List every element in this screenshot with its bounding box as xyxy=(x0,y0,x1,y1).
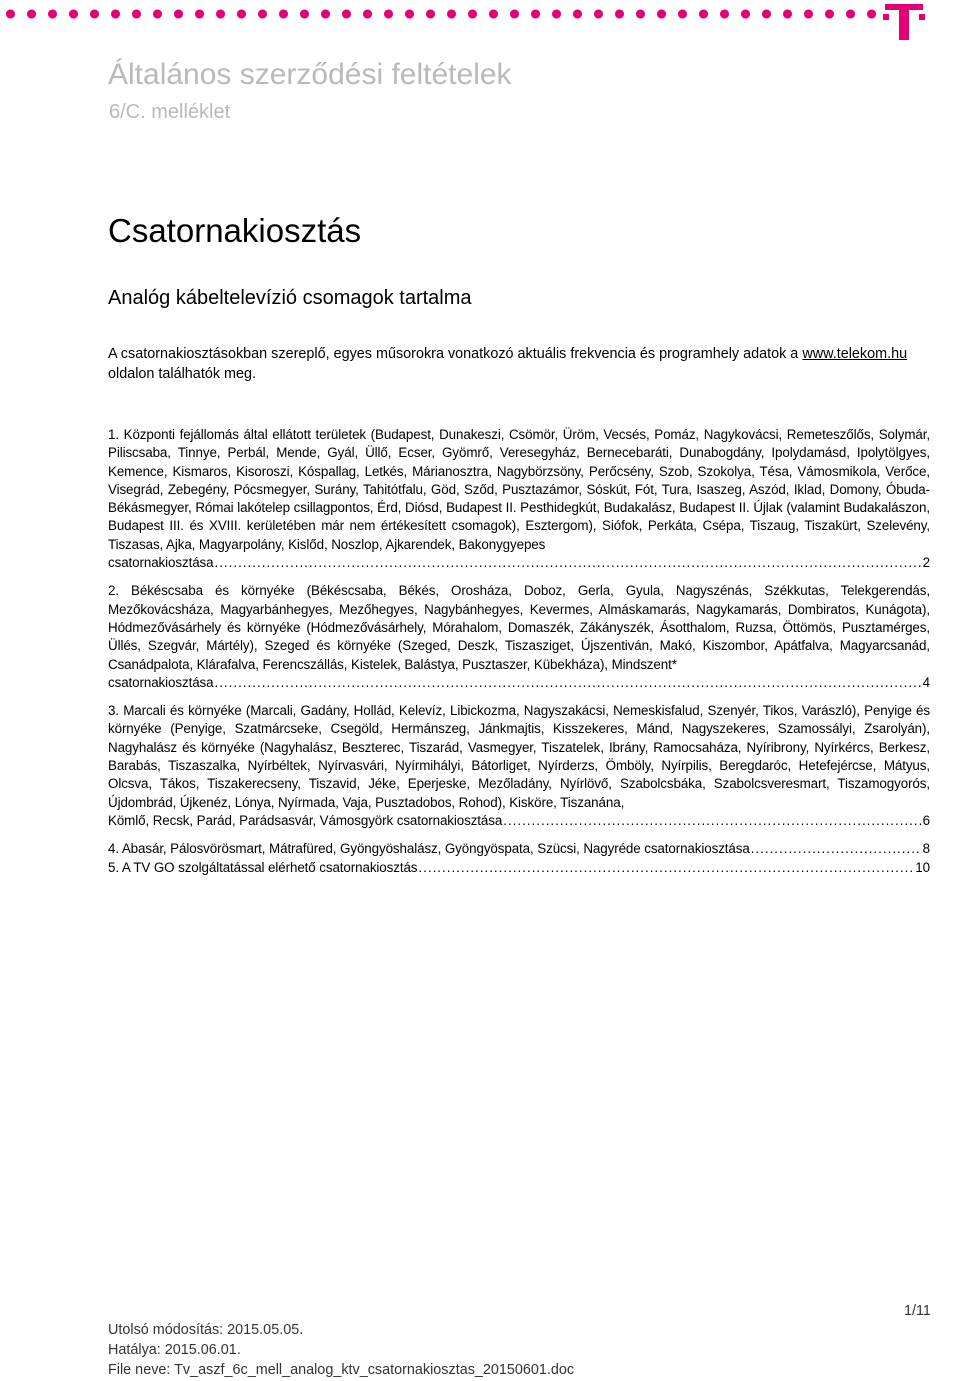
intro-text: A csatornakiosztásokban szereplő, egyes műsorokra vonatkozó aktuális frekvencia és programhely adatok a xyxy=(108,346,803,362)
toc-entry-text: 3. Marcali és környéke (Marcali, Gadány, Hollád, Kelevíz, Libickozma, Nagyszakácsi, Nemeskisfalud, Szenyér, Tikos, Varászló), Penyige és környéke (Penyige, Szatmárcseke, Csegöld, Hermánszeg, Jánkmajtis, Kisszekeres, Mánd, Nagyszekeres, Szamossályi, Zsarolyán), Nagyhalász és környéke (Nagyhalász, Beszterec, Tiszarád, Vasmegyer, Tiszatelek, Ibrány, Ramocsaháza, Nyíribrony, Nyírkércs, Berkesz, Barabás, Tiszaszalka, Nyírbéltek, Nyírvasvári, Nyírmihályi, Bátorliget, Nyírderzs, Ömböly, Nyírpilis, Beregdaróc, Hetefejércse, Mátyus, Olcsva, Tákos, Tiszakerecseny, Tiszavid, Jéke, Eperjeske, Mezőladány, Nyírlövő, Szabolcsbáka, Szabolcsveresmart, Tiszamogyorós, Újdombrád, Újkenéz, Lónya, Nyírmada, Vaja, Pusztadobos, Rohod), Kisköre, Tiszanána, xyxy=(108,703,930,810)
toc-entry[interactable] xyxy=(108,582,930,692)
intro-paragraph xyxy=(108,345,908,384)
toc-entry-last-line: 4. Abasár, Pálosvörösmart, Mátrafüred, Gyöngyöshalász, Gyöngyöspata, Szücsi, Nagyréde csatornakiosztása xyxy=(108,841,750,857)
toc-page-number: 6 xyxy=(922,812,930,828)
toc-entry-last-line: csatornakiosztása xyxy=(108,674,214,690)
toc-entry-last-line: 5. A TV GO szolgáltatással elérhető csatornakiosztás xyxy=(108,859,418,875)
toc-page-number: 4 xyxy=(922,674,930,690)
page-number: 1/11 xyxy=(904,1303,931,1319)
toc-leader-dots xyxy=(214,674,921,692)
toc-entry[interactable] xyxy=(108,426,930,572)
toc-page-number: 10 xyxy=(915,859,930,875)
effective-date: Hatálya: 2015.06.01. xyxy=(108,1342,241,1358)
section-heading: Analóg kábeltelevízió csomagok tartalma xyxy=(108,287,472,309)
file-name: File neve: Tv_aszf_6c_mell_analog_ktv_csatornakiosztas_20150601.doc xyxy=(108,1362,575,1378)
toc-entry-text: 2. Békéscsaba és környéke (Békéscsaba, Békés, Orosháza, Doboz, Gerla, Gyula, Nagyszénás, Székkutas, Telekgerendás, Mezőkovácsháza, Magyarbánhegyes, Mezőhegyes, Nagybánhegyes, Kevermes, Almáskamarás, Nagykamarás, Dombiratos, Kunágota), Hódmezővásárhely és környéke (Hódmezővásárhely, Mórahalom, Domaszék, Zákányszék, Ásotthalom, Ruzsa, Öttömös, Pusztamérges, Üllés, Szegvár, Mártély), Szeged és környéke (Szeged, Deszk, Tiszasziget, Újszentiván, Makó, Kiszombor, Apátfalva, Magyarcsanád, Csanádpalota, Klárafalva, Ferencszállás, Kistelek, Balástya, Pusztaszer, Kübekháza), Mindszent* xyxy=(108,583,930,672)
table-of-contents xyxy=(108,426,930,877)
toc-entry[interactable] xyxy=(108,702,930,830)
toc-leader-dots xyxy=(503,812,921,830)
toc-leader-dots xyxy=(418,859,914,877)
toc-page-number: 8 xyxy=(922,841,930,857)
toc-leader-dots xyxy=(751,840,922,858)
intro-text-end: oldalon találhatók meg. xyxy=(108,365,257,382)
magenta-dot-row xyxy=(0,8,880,20)
last-modified: Utolsó módosítás: 2015.05.05. xyxy=(108,1322,304,1338)
footer xyxy=(108,1320,574,1380)
telekom-t-logo-icon xyxy=(882,0,926,42)
toc-page-number: 2 xyxy=(922,555,930,571)
toc-entry-last-line: csatornakiosztása xyxy=(108,555,214,571)
toc-entry-last-line: Kömlő, Recsk, Parád, Parádsasvár, Vámosgyörk csatornakiosztása xyxy=(108,812,503,828)
document-subtitle: 6/C. melléklet xyxy=(109,101,231,123)
toc-entry[interactable] xyxy=(108,859,930,877)
document-title: Általános szerződési feltételek xyxy=(108,58,512,91)
toc-leader-dots xyxy=(214,554,921,572)
toc-entry-text: 1. Központi fejállomás által ellátott területek (Budapest, Dunakeszi, Csömör, Üröm, Vecsés, Pomáz, Nagykovácsi, Remeteszőlős, Solymár, Piliscsaba, Tinnye, Perbál, Mende, Gyál, Üllő, Ecser, Gyömrő, Veresegyház, Bernecebaráti, Dunabogdány, Ipolydamásd, Ipolytölgyes, Kemence, Kismaros, Kisoroszi, Kóspallag, Letkés, Márianosztra, Nagybörzsöny, Perőcsény, Szob, Szokolya, Tésa, Vámosmikola, Verőce, Visegrád, Zebegény, Pócsmegyer, Surány, Tahitótfalu, Göd, Sződ, Pusztazámor, Sóskút, Fót, Tura, Isaszeg, Aszód, Iklad, Domony, Óbuda-Békásmegyer, Római lakótelep csillagpontos, Érd, Diósd, Budapest II. Pesthidegkút, Budakalász, Budapest II. Újlak (valamint Budakalászon, Budapest III. és XVIII. kerületében már nem értékesített csomagok), Esztergom), Siófok, Perkáta, Csépa, Tiszaug, Tiszakürt, Szelevény, Tiszasas, Ajka, Magyarpolány, Kislőd, Noszlop, Ajkarendek, Bakonygyepes xyxy=(108,427,930,552)
main-heading: Csatornakiosztás xyxy=(108,212,362,249)
toc-entry[interactable] xyxy=(108,840,930,858)
telekom-link[interactable]: www.telekom.hu xyxy=(802,346,908,362)
